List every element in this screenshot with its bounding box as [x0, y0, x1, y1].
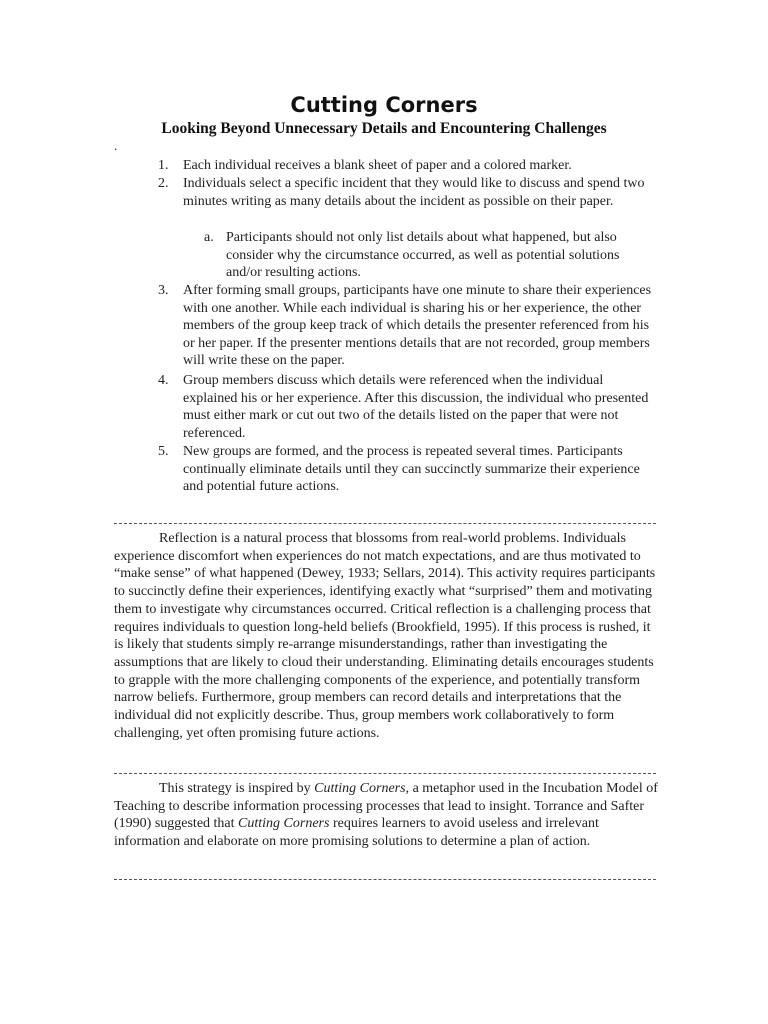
step-number: 3.: [158, 283, 169, 298]
emphasis-term: Cutting Corners: [314, 781, 406, 796]
step-number: 4.: [158, 373, 169, 388]
inspiration-text: requires learners to avoid useless and irrelevant information and elaborate on more promising solutions to determine a plan of action.: [114, 816, 599, 850]
stray-mark: .: [114, 138, 118, 153]
step-text: New groups are formed, and the process is repeated several times. Participants continually eliminate details until they can succinctly summarize their experience and potential future actions.: [183, 444, 640, 494]
page-subtitle: Looking Beyond Unnecessary Details and Encountering Challenges: [161, 120, 607, 137]
inspiration-text: This strategy is inspired by: [159, 781, 315, 796]
step-number: 2.: [158, 176, 169, 191]
emphasis-term: Cutting Corners: [238, 816, 330, 832]
page-title: Cutting Corners: [290, 93, 478, 117]
step-text: Group members discuss which details were referenced when the individual explained his or her experience. After this discussion, the individual who presented must either mark or cut out two of the details listed on the paper that were not referenced.: [183, 373, 649, 441]
inspiration-paragraph: [114, 780, 658, 851]
dashed-divider: [114, 773, 656, 774]
dashed-divider: [114, 879, 656, 880]
reflection-paragraph: Reflection is a natural process that blossoms from real-world problems. Individuals experience discomfort when experiences do not match expectations, and are thus motivated to “make sense” of what happened (Dewey, 1933; Sellars, 2014). This activity requires participants to succinctly define their experiences, identifying exactly what “surprised” them and motivating them to investigate why circumstances occurred. Critical reflection is a challenging process that requires individuals to question long-held beliefs (Brookfield, 1995). If this process is rushed, it is likely that students simply re-arrange misunderstandings, rather than investigating the assumptions that are likely to cloud their understanding. Eliminating details encourages students to grapple with the more challenging components of the experience, and potentially transform narrow beliefs. Furthermore, group members can record details and interpretations that the individual did not explicitly describe. Thus, group members work collaboratively to form challenging, yet often promising future actions.: [114, 531, 656, 741]
substep-letter: a.: [204, 230, 214, 245]
step-number: 5.: [158, 444, 169, 459]
step-number: 1.: [158, 158, 169, 173]
step-text: Each individual receives a blank sheet of paper and a colored marker.: [183, 158, 572, 173]
substep-text: Participants should not only list details about what happened, but also consider why the circumstance occurred, as well as potential solutions and/or resulting actions.: [226, 230, 620, 280]
step-text: After forming small groups, participants have one minute to share their experiences with one another. While each individual is sharing his or her experience, the other members of the group keep track of which details the presenter referenced from his or her paper. If the presenter mentions details that are not recorded, group members will write these on the paper.: [183, 283, 652, 368]
step-text: Individuals select a specific incident that they would like to discuss and spend two minutes writing as many details about the incident as possible on their paper.: [183, 176, 645, 209]
dashed-divider: [114, 523, 656, 524]
inspiration-text: , a metaphor used in the Incubation Model of Teaching to describe information processing processes that lead to insight. Torrance and Safter (1990) suggested that: [114, 781, 658, 832]
